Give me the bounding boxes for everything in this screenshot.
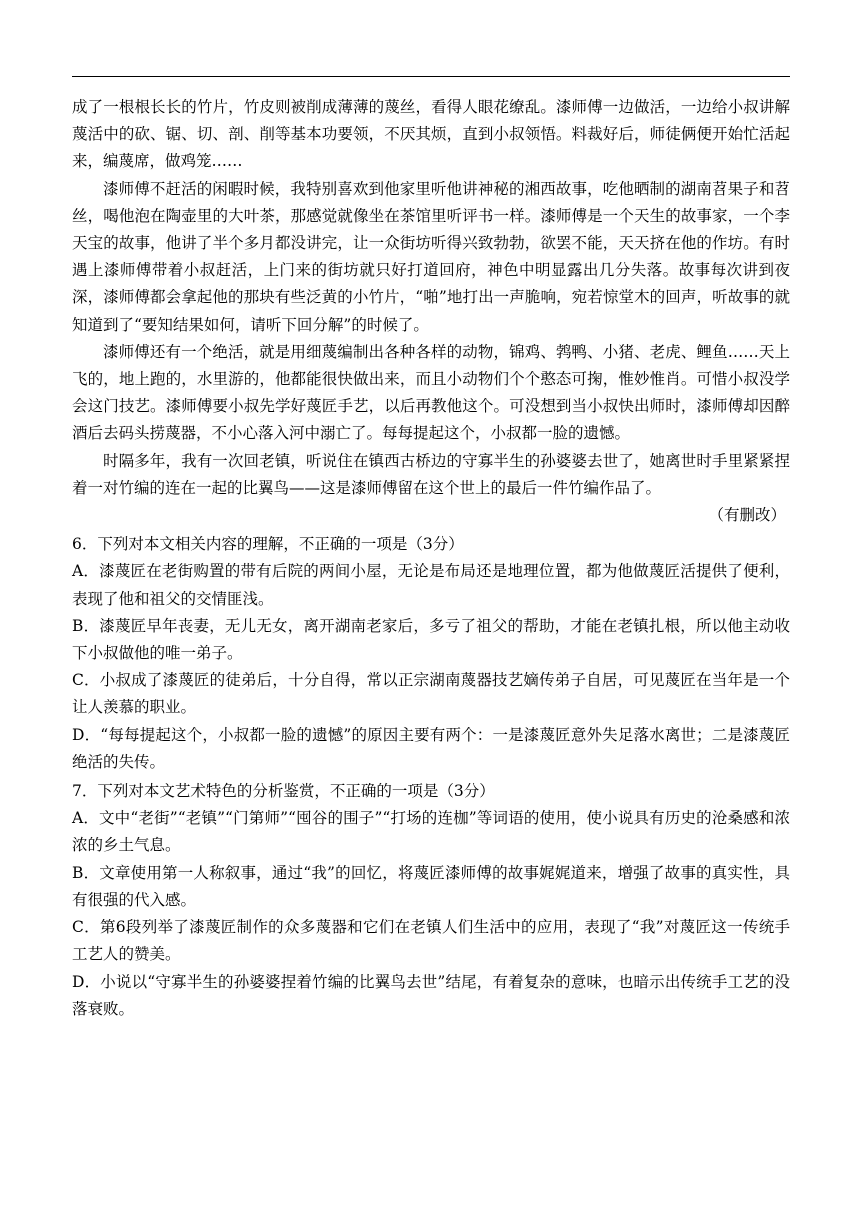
- question-6-option-d: D．“每每提起这个，小叔都一脸的遗憾”的原因主要有两个：一是漆蔑匠意外失足落水离世；二是漆蔑匠绝活的失传。: [72, 725, 790, 771]
- question-7-option-c: C．第6段列举了漆蔑匠制作的众多蔑器和它们在老镇人们生活中的应用，表现了“我”对蔑匠这一传统手工艺人的赞美。: [72, 918, 790, 964]
- source-note: （有删改）: [708, 506, 786, 525]
- question-7-option-b: B．文章使用第一人称叙事，通过“我”的回忆，将蔑匠漆师傅的故事娓娓道来，增强了故事的真实性，具有很强的代入感。: [72, 863, 790, 909]
- question-6-option-a: A．漆蔑匠在老街购置的带有后院的两间小屋，无论是布局还是地理位置，都为他做蔑匠活提供了便利，表现了他和祖父的交情匪浅。: [72, 562, 790, 608]
- passage-paragraph: 成了一根根长长的竹片，竹皮则被削成薄薄的蔑丝，看得人眼花缭乱。漆师傅一边做活，一边给小叔讲解蔑活中的砍、锯、切、剖、削等基本功要领，不厌其烦，直到小叔领悟。料裁好后，师徒俩便开始忙活起来，编蔑席，做鸡笼……: [72, 98, 790, 171]
- question-stem-6: 6．下列对本文相关内容的理解，不正确的一项是（3分）: [72, 535, 464, 554]
- passage-paragraph: 漆师傅还有一个绝活，就是用细蔑编制出各种各样的动物，锦鸡、鹁鸭、小猪、老虎、鲤鱼……天上飞的，地上跑的，水里游的，他都能很快做出来，而且小动物们个个憨态可掬，惟妙惟肖。可惜小叔没学会这门技艺。漆师傅要小叔先学好蔑匠手艺，以后再教他这个。可没想到当小叔快出师时，漆师傅却因醉酒后去码头捞蔑器，不小心落入河中溺亡了。每每提起这个，小叔都一脸的遗憾。: [72, 342, 790, 443]
- header-rule: [72, 76, 790, 77]
- passage-paragraph: 时隔多年，我有一次回老镇，听说住在镇西古桥边的守寡半生的孙婆婆去世了，她离世时手里紧紧捏着一对竹编的连在一起的比翼鸟——这是漆师傅留在这个世上的最后一件竹编作品了。: [72, 451, 790, 497]
- question-6-option-b: B．漆蔑匠早年丧妻，无儿无女，离开湖南老家后，多亏了祖父的帮助，才能在老镇扎根，所以他主动收下小叔做他的唯一弟子。: [72, 616, 790, 663]
- question-6-option-c: C．小叔成了漆蔑匠的徒弟后，十分自得，常以正宗湖南蔑器技艺嫡传弟子自居，可见蔑匠在当年是一个让人羡慕的职业。: [72, 671, 790, 717]
- question-7-option-a: A．文中“老街”“老镇”“门第师”“囤谷的围子”“打场的连枷”等词语的使用，使小说具有历史的沧桑感和浓浓的乡土气息。: [72, 809, 790, 855]
- passage-paragraph: 漆师傅不赶活的闲暇时候，我特别喜欢到他家里听他讲神秘的湘西故事，吃他晒制的湖南苕果子和苕丝，喝他泡在陶壶里的大叶茶，那感觉就像坐在茶馆里听评书一样。漆师傅是一个天生的故事家，一个李天宝的故事，他讲了半个多月都没讲完，让一众街坊听得兴致勃勃，欲罢不能，天天挤在他的作坊。有时遇上漆师傅带着小叔赶活，上门来的街坊就只好打道回府，神色中明显露出几分失落。故事每次讲到夜深，漆师傅都会拿起他的那块有些泛黄的小竹片，“啪”地打出一声脆响，宛若惊堂木的回声，听故事的就知道到了“要知结果如何，请听下回分解”的时候了。: [72, 179, 790, 334]
- question-stem-7: 7．下列对本文艺术特色的分析鉴赏，不正确的一项是（3分）: [72, 782, 495, 801]
- document-body: [72, 94, 790, 1023]
- question-7-option-d: D．小说以“守寡半生的孙婆婆捏着竹编的比翼鸟去世”结尾，有着复杂的意味，也暗示出传统手工艺的没落衰败。: [72, 972, 790, 1018]
